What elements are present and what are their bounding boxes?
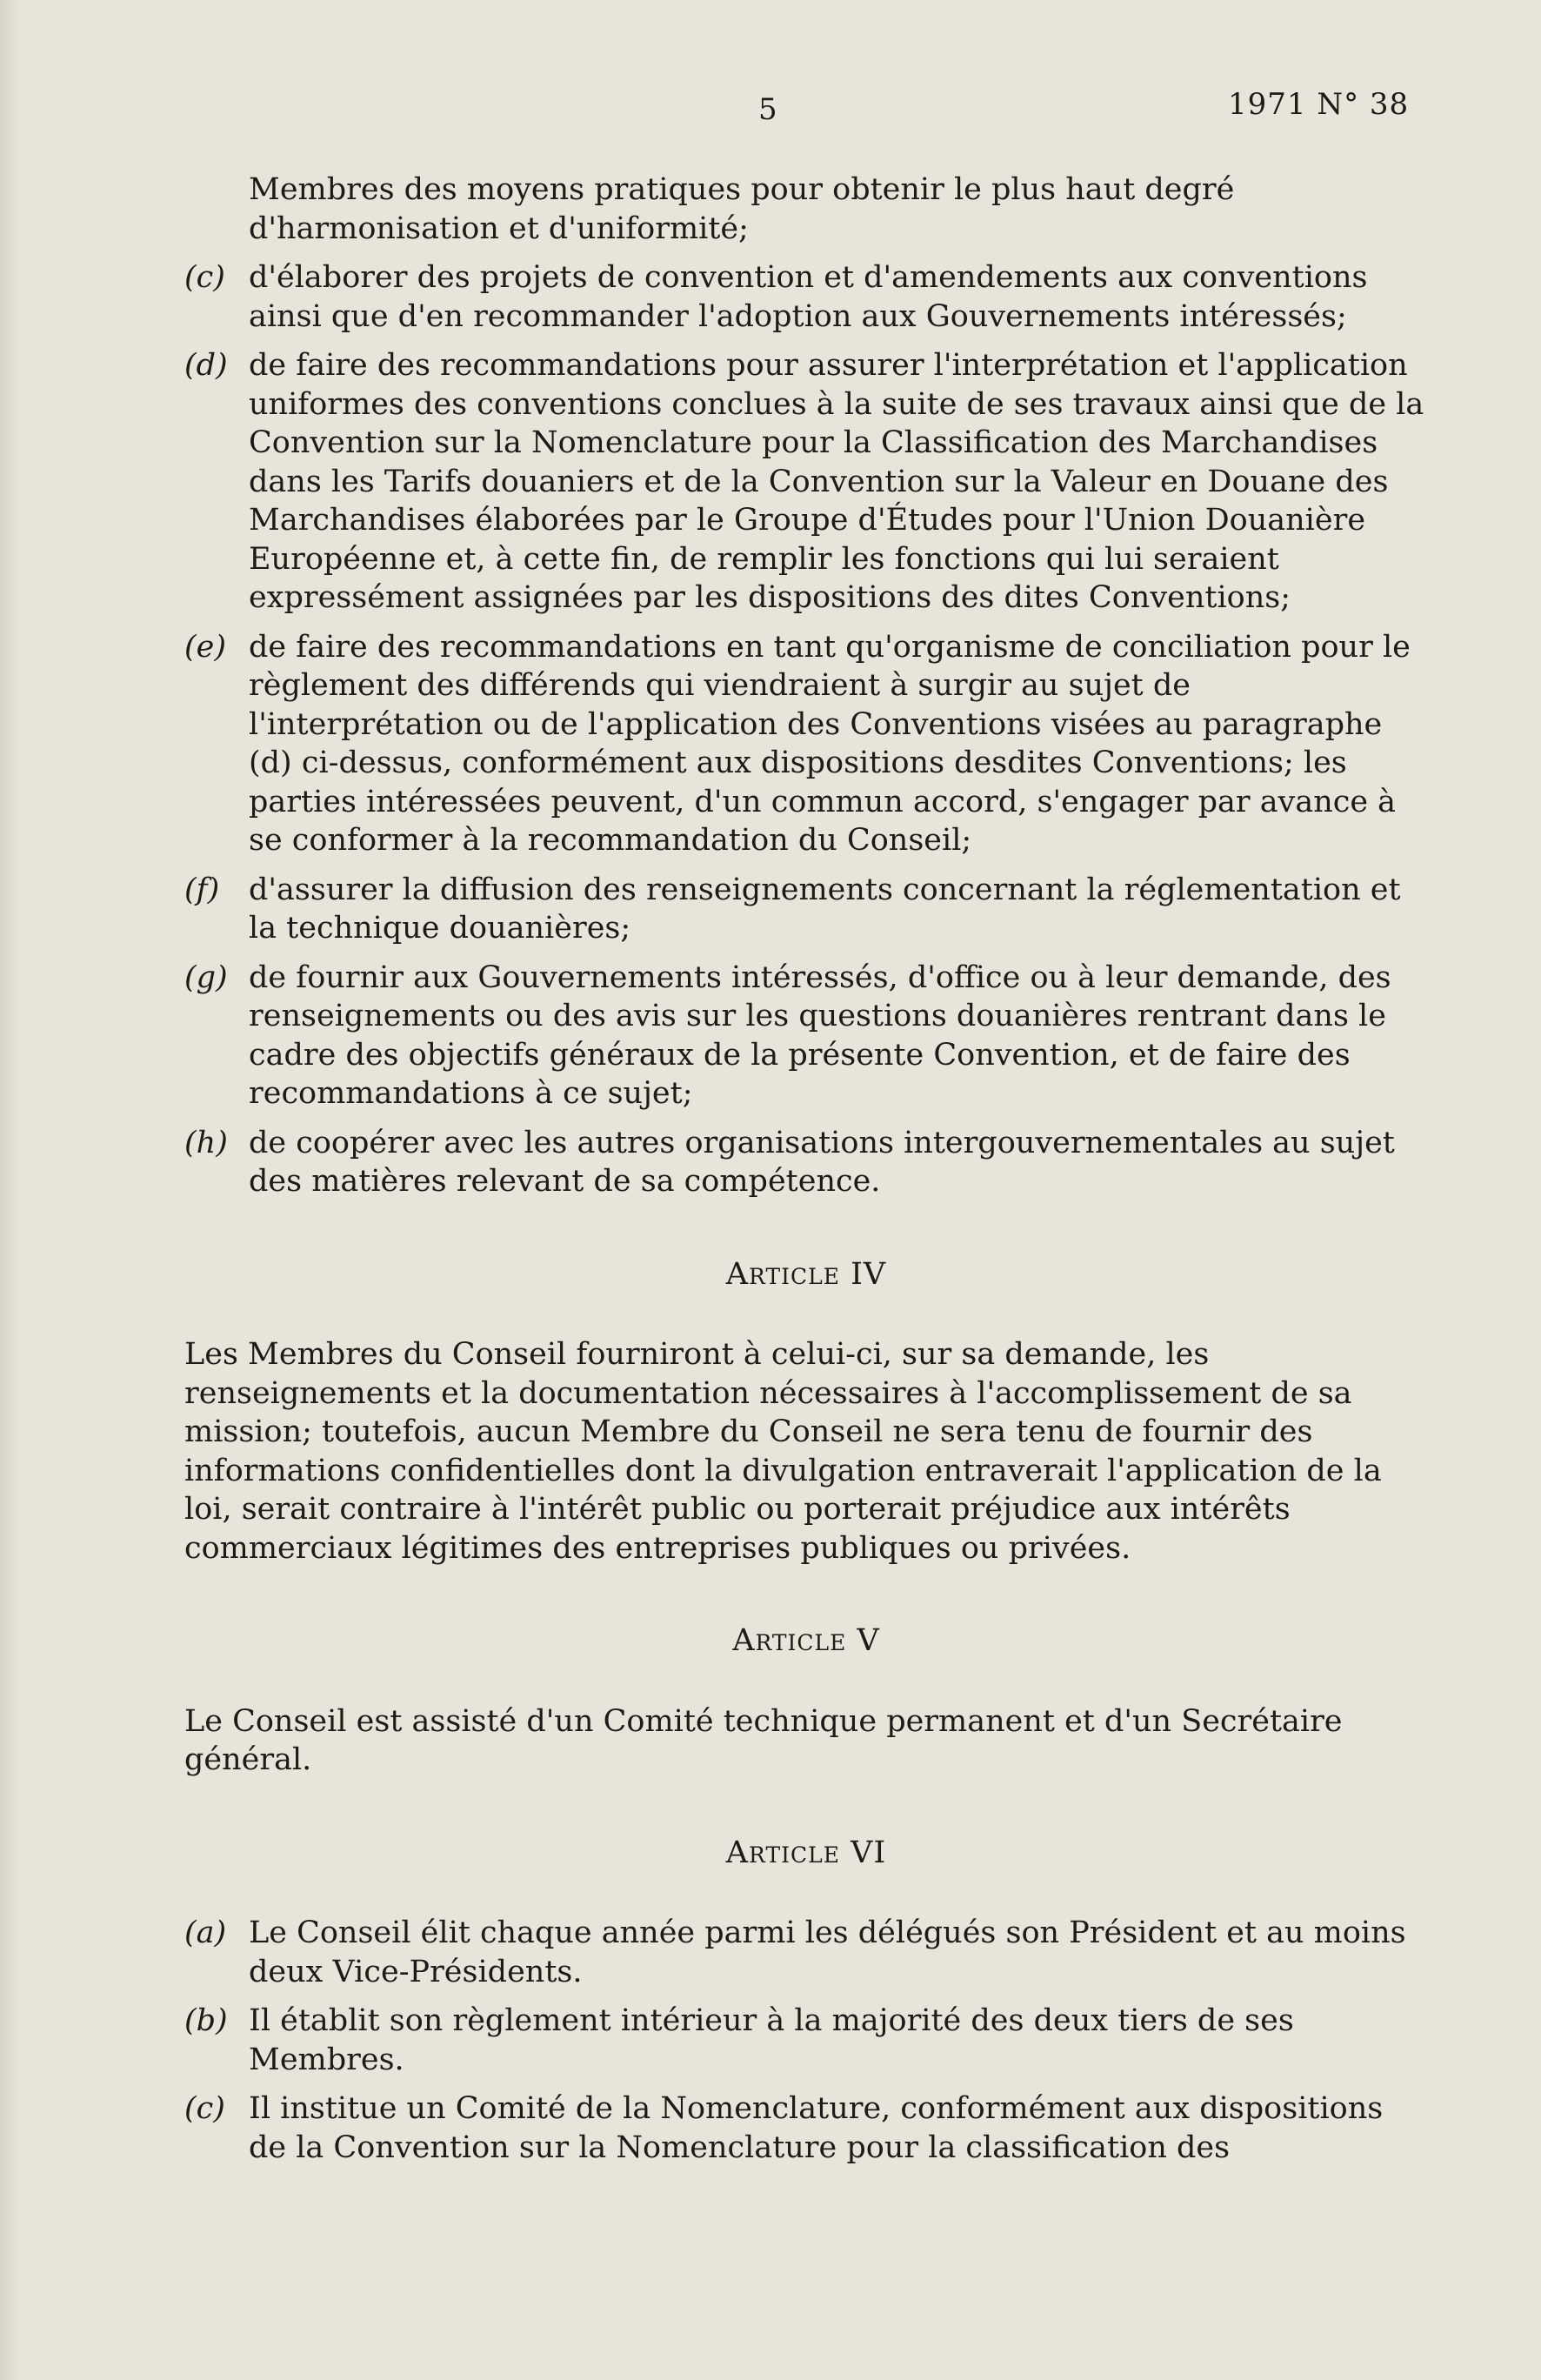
item-text: de faire des recommandations pour assurer l'interprétation et l'application uniformes des conventions conclues à la suite de ses travaux ainsi que de la Convention sur la Nomenclature pour la Classification des Marchandises dans les Tarifs douaniers et de la Convention sur la Valeur en Douane des Marchandises élaborées par le Groupe d'Études pour l'Union Douanière Européenne et, à cette fin, de remplir les fonctions qui lui seraient expressément assignées par les dispositions des dites Conventions;: [249, 348, 1424, 615]
item-label: (e): [184, 629, 227, 665]
page-binding-edge: [0, 0, 19, 2380]
article-v-heading: Article V: [732, 1623, 880, 1658]
list-item: [184, 346, 1428, 618]
article-iv-text: Les Membres du Conseil fourniront à celui-ci, sur sa demande, les renseignements et la documentation nécessaires à l'accomplissement de sa mission; toutefois, aucun Membre du Conseil ne sera tenu de fournir des informations confidentielles dont la divulgation entraverait l'application de la loi, serait contraire à l'intérêt public ou porterait préjudice aux intérêts commerciaux légitimes des entreprises publiques ou privées.: [184, 1337, 1382, 1566]
list-item: [184, 2089, 1428, 2167]
list-item: [184, 959, 1428, 1113]
document-body: [184, 170, 1428, 2177]
page-header: [0, 85, 1541, 137]
item-text: d'assurer la diffusion des renseignements concernant la réglementation et la technique douanières;: [249, 872, 1401, 946]
list-item: [184, 2002, 1428, 2079]
list-item: [184, 258, 1428, 336]
item-label: (c): [184, 2091, 225, 2126]
article-vi-heading: Article VI: [725, 1835, 887, 1870]
article-v-text: Le Conseil est assisté d'un Comité technique permanent et d'un Secrétaire général.: [184, 1703, 1343, 1777]
item-label: (g): [184, 959, 228, 995]
treaty-reference: 1971 N° 38: [1228, 87, 1410, 122]
item-label: (b): [184, 2003, 228, 2038]
item-label: (c): [184, 260, 225, 295]
item-text: d'élaborer des projets de convention et d'amendements aux conventions ainsi que d'en recommander l'adoption aux Gouvernements intéressés;: [249, 260, 1368, 334]
item-text: Il institue un Comité de la Nomenclature, conformément aux dispositions de la Convention sur la Nomenclature pour la classification des: [249, 2091, 1384, 2165]
item-label: (a): [184, 1915, 227, 1950]
list-item: [184, 871, 1428, 948]
item-text: Le Conseil élit chaque année parmi les délégués son Président et au moins deux Vice-Présidents.: [249, 1915, 1406, 1989]
item-label: (d): [184, 348, 228, 383]
item-label: (f): [184, 872, 220, 907]
item-text: de fournir aux Gouvernements intéressés, d'office ou à leur demande, des renseignements ou des avis sur les questions douanières rentrant dans le cadre des objectifs généraux de la présente Convention, et de faire des recommandations à ce sujet;: [249, 959, 1391, 1111]
list-item: [184, 1124, 1428, 1201]
continued-paragraph: Membres des moyens pratiques pour obtenir le plus haut degré d'harmonisation et d'uniformité;: [249, 172, 1235, 246]
article-iv-heading: Article IV: [725, 1256, 887, 1292]
item-text: de faire des recommandations en tant qu'organisme de conciliation pour le règlement des différends qui viendraient à surgir au sujet de l'interprétation ou de l'application des Conventions visées au paragraphe (d) ci-dessus, conformément aux dispositions desdites Conventions; les parties intéressées peuvent, d'un commun accord, s'engager par avance à se conformer à la recommandation du Conseil;: [249, 629, 1411, 858]
list-item: [184, 1914, 1428, 1991]
item-text: Il établit son règlement intérieur à la majorité des deux tiers de ses Membres.: [249, 2003, 1294, 2077]
page-number: 5: [758, 92, 777, 127]
item-label: (h): [184, 1125, 228, 1160]
list-item: [184, 628, 1428, 860]
item-text: de coopérer avec les autres organisations intergouvernementales au sujet des matières relevant de sa compétence.: [249, 1125, 1395, 1199]
